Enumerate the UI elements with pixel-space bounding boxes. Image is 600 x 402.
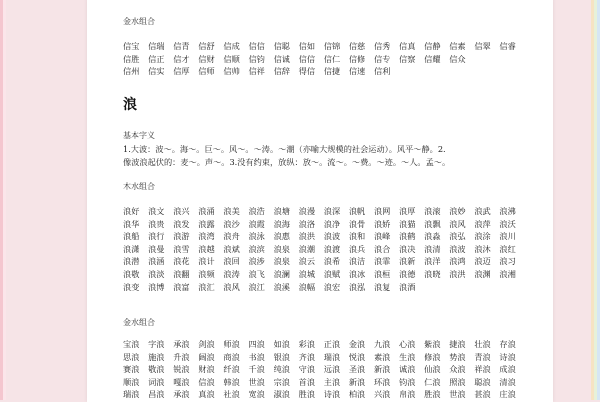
name-row	[123, 268, 523, 281]
name-word: 浪冰	[348, 268, 366, 279]
name-word: 浪美	[223, 206, 240, 216]
name-word: 浪涛	[223, 268, 240, 279]
name-row	[123, 281, 523, 294]
name-word: 浪泉	[273, 256, 290, 267]
name-word: 守浪	[298, 364, 316, 375]
name-word: 浪花	[173, 256, 190, 267]
name-word: 浪风	[449, 218, 466, 229]
name-grid-xin	[123, 40, 523, 78]
name-word: 浪渊	[474, 268, 491, 279]
name-word: 首浪	[298, 376, 316, 387]
name-word: 浪潇	[123, 243, 140, 254]
name-word: 浪波	[323, 231, 341, 242]
name-word: 众浪	[449, 364, 466, 375]
name-word: 浪武	[474, 206, 491, 216]
name-word: 信静	[424, 41, 441, 51]
name-word: 赛浪	[123, 364, 140, 375]
name-word: 浪波	[449, 243, 466, 254]
name-word: 信捷	[323, 66, 341, 77]
name-word: 信师	[198, 66, 215, 77]
name-word: 浪酒	[399, 281, 416, 292]
name-word: 敬浪	[148, 364, 165, 375]
name-word: 浪风	[223, 281, 240, 292]
name-word: 祥浪	[474, 364, 491, 375]
name-word: 胜浪	[424, 389, 441, 400]
section-title-jinshui-2: 金水组合	[123, 318, 155, 327]
name-word: 正浪	[323, 339, 341, 349]
name-row	[123, 218, 523, 231]
name-word: 浪兴	[173, 206, 190, 216]
name-word: 信耀	[424, 53, 441, 64]
name-word: 浪骨	[348, 218, 366, 229]
name-word: 真浪	[198, 389, 215, 400]
name-word: 银浪	[273, 351, 290, 362]
name-word: 浪惠	[273, 231, 290, 242]
name-word: 信瑞	[148, 41, 165, 51]
name-word: 九浪	[373, 339, 391, 349]
name-word: 浪霏	[373, 256, 391, 267]
name-word: 浪舟	[223, 231, 240, 242]
name-word: 浪幅	[298, 281, 316, 292]
name-word: 四浪	[248, 339, 265, 349]
name-word: 信修	[348, 53, 366, 64]
name-word: 浪涌	[198, 206, 215, 216]
name-word: 浪鸿	[449, 256, 466, 267]
name-word: 浪露	[198, 218, 215, 229]
name-word: 宽浪	[248, 389, 265, 400]
name-word: 信如	[298, 41, 316, 51]
name-word: 浪飞	[248, 268, 265, 279]
name-word: 浪滨	[248, 243, 265, 254]
name-word: 信聪	[273, 41, 290, 51]
name-word: 浪船	[123, 231, 140, 242]
name-word: 生浪	[399, 351, 416, 362]
name-word: 诗浪	[499, 351, 516, 362]
name-word: 素浪	[373, 351, 391, 362]
name-word: 浪网	[373, 206, 391, 216]
name-word: 信速	[348, 66, 366, 77]
name-word: 甚浪	[474, 389, 491, 400]
name-word: 信素	[449, 41, 466, 51]
name-word: 照浪	[449, 376, 466, 387]
name-word: 浪深	[323, 206, 341, 216]
name-word: 信睿	[499, 41, 516, 51]
section-title-basic-meaning: 基本字义	[123, 131, 155, 140]
name-word: 浪海	[273, 218, 290, 229]
name-word: 浪合	[373, 243, 391, 254]
name-word: 宗浪	[273, 376, 290, 387]
name-word: 浪滚	[424, 206, 441, 216]
name-word: 浪桓	[373, 268, 391, 279]
name-row	[123, 243, 523, 256]
name-word: 诗浪	[323, 389, 341, 400]
name-word: 字浪	[148, 339, 165, 349]
name-word: 浪飘	[424, 218, 441, 229]
section-title-mushui: 木水组合	[123, 182, 155, 191]
name-word: 得信	[298, 66, 316, 77]
name-word: 社浪	[223, 389, 240, 400]
name-word: 信诚	[273, 53, 290, 64]
name-word: 信仁	[323, 53, 341, 64]
name-word: 浪洁	[348, 256, 366, 267]
name-word: 浪厚	[399, 206, 416, 216]
name-word: 钧浪	[399, 376, 416, 387]
name-word: 信信	[298, 53, 316, 64]
name-word: 信浪	[198, 376, 215, 387]
name-word: 浪帆	[348, 206, 366, 216]
basic-meaning-line: 1.大波：波～。海～。巨～。风～。～涛。～潮（亦喻大规模的社会运动）。风平～静。2.	[123, 144, 446, 154]
name-word: 浪云	[298, 256, 316, 267]
name-word: 浪博	[148, 281, 165, 292]
name-row	[123, 53, 523, 66]
name-word: 势浪	[449, 351, 466, 362]
name-word: 承浪	[173, 389, 190, 400]
name-word: 浪淼	[424, 231, 441, 242]
name-word: 浪德	[399, 268, 416, 279]
name-word: 齐浪	[298, 351, 316, 362]
name-word: 浪萍	[474, 218, 491, 229]
name-word: 信实	[148, 66, 165, 77]
name-word: 浪渡	[323, 243, 341, 254]
name-word: 浪娇	[373, 218, 391, 229]
name-word: 浪泳	[248, 231, 265, 242]
name-word: 浪习	[499, 256, 516, 267]
name-word: 浪曼	[148, 243, 165, 254]
name-word: 浪宏	[323, 281, 341, 292]
name-word: 世浪	[449, 389, 466, 400]
name-word: 韩浪	[223, 376, 240, 387]
name-word: 书浪	[248, 351, 265, 362]
name-word: 浪湘	[499, 268, 516, 279]
name-word: 浪塘	[273, 206, 290, 216]
name-word: 信州	[123, 66, 140, 77]
character-heading: 浪	[123, 97, 137, 113]
name-word: 浪涂	[474, 231, 491, 242]
name-word: 浪雪	[173, 243, 190, 254]
name-word: 浪频	[198, 268, 215, 279]
name-word: 信祥	[248, 66, 265, 77]
name-word: 财浪	[198, 364, 215, 375]
name-word: 浪溪	[273, 281, 290, 292]
name-word: 金浪	[348, 339, 366, 349]
name-word: 浪潜	[123, 256, 140, 267]
name-word: 仁浪	[424, 376, 441, 387]
name-word: 浪洋	[424, 256, 441, 267]
name-word: 信专	[373, 53, 391, 64]
name-word: 信众	[449, 53, 466, 64]
name-word: 浪鹤	[399, 231, 416, 242]
name-word: 信帅	[223, 66, 240, 77]
name-word: 浪洛	[298, 218, 316, 229]
name-word: 浪城	[298, 268, 316, 279]
name-word: 浪泉	[273, 243, 290, 254]
name-word: 浪洪	[449, 268, 466, 279]
name-word: 浪兵	[348, 243, 366, 254]
name-grid-lang-metal-water	[123, 338, 523, 401]
name-word: 浪和	[348, 231, 366, 242]
name-word: 浪峰	[373, 231, 391, 242]
name-word: 信慈	[348, 41, 366, 51]
name-word: 昌浪	[148, 389, 165, 400]
name-word: 聪浪	[474, 376, 491, 387]
name-word: 浪猫	[399, 218, 416, 229]
name-word: 捷浪	[449, 339, 466, 349]
name-word: 浪晓	[424, 268, 441, 279]
name-word: 浪涉	[248, 256, 265, 267]
section-title-jinshui-1: 金水组合	[123, 17, 155, 26]
name-word: 信钧	[248, 53, 265, 64]
name-word: 远浪	[323, 364, 341, 375]
name-word: 浪变	[123, 281, 140, 292]
name-word: 浪迈	[474, 256, 491, 267]
name-word: 信财	[198, 53, 215, 64]
name-word: 圣浪	[348, 364, 366, 375]
name-word: 浪越	[198, 243, 215, 254]
name-row	[123, 388, 523, 401]
name-word: 柏浪	[348, 389, 366, 400]
name-word: 浪赋	[323, 268, 341, 279]
name-word: 信青	[173, 41, 190, 51]
name-word: 浪翻	[173, 268, 190, 279]
name-word: 浪霞	[248, 218, 265, 229]
name-word: 浪沙	[223, 218, 240, 229]
name-word: 升浪	[173, 351, 190, 362]
name-word: 瑞浪	[123, 389, 140, 400]
name-row	[123, 65, 523, 78]
name-word: 信辞	[273, 66, 290, 77]
basic-meaning-line: 像波浪起伏的：麦～。声～。3.没有约束，放纵：放～。流～。～费。～迹。～人。孟～。	[123, 156, 451, 167]
name-word: 修浪	[424, 351, 441, 362]
name-grid-lang-wood-water	[123, 205, 523, 293]
name-word: 信翠	[474, 41, 491, 51]
name-word: 浪发	[173, 218, 190, 229]
name-word: 浪涵	[148, 256, 165, 267]
name-word: 瑞浪	[323, 351, 341, 362]
name-word: 紫浪	[424, 339, 441, 349]
name-row	[123, 338, 523, 351]
name-row	[123, 40, 523, 53]
name-word: 浪妙	[449, 206, 466, 216]
name-word: 浪敬	[123, 268, 140, 279]
name-row	[123, 351, 523, 364]
name-word: 信顺	[223, 53, 240, 64]
name-word: 思浪	[123, 351, 140, 362]
name-word: 兴浪	[373, 389, 391, 400]
name-word: 纤浪	[223, 364, 240, 375]
name-row	[123, 255, 523, 268]
name-word: 信宝	[123, 41, 140, 51]
name-row	[123, 205, 523, 218]
name-word: 主浪	[323, 376, 341, 387]
name-word: 浪江	[248, 281, 265, 292]
name-word: 信信	[248, 41, 265, 51]
name-word: 浪净	[323, 218, 341, 229]
name-word: 信秀	[373, 41, 391, 51]
name-word: 浪计	[198, 256, 215, 267]
name-word: 信真	[399, 41, 416, 51]
name-word: 浪川	[499, 231, 516, 242]
name-word: 如浪	[273, 339, 290, 349]
name-word: 浪泓	[348, 281, 366, 292]
name-word: 信厚	[173, 66, 190, 77]
name-word: 浪文	[148, 206, 165, 216]
name-word: 浪浩	[248, 206, 265, 216]
name-word: 浪复	[373, 281, 391, 292]
name-word: 信成	[223, 41, 240, 51]
name-word: 浪希	[323, 256, 341, 267]
name-word: 新浪	[373, 364, 391, 375]
name-word: 顺浪	[123, 376, 140, 387]
name-word: 信才	[173, 53, 190, 64]
name-word: 浪新	[399, 256, 416, 267]
name-word: 环浪	[373, 376, 391, 387]
name-word: 浪沸	[499, 206, 516, 216]
name-word: 锐浪	[173, 364, 190, 375]
name-word: 浪沐	[474, 243, 491, 254]
name-word: 信察	[399, 53, 416, 64]
name-word: 浪红	[499, 243, 516, 254]
document-page	[87, 0, 553, 402]
name-word: 浪清	[424, 243, 441, 254]
name-word: 仙浪	[424, 364, 441, 375]
name-word: 浪贵	[148, 218, 165, 229]
name-word: 浪弘	[449, 231, 466, 242]
name-word: 浪好	[123, 206, 140, 216]
name-word: 浪行	[148, 231, 165, 242]
name-word: 淑浪	[273, 389, 290, 400]
name-word: 存浪	[499, 339, 516, 349]
name-word: 胜浪	[298, 389, 316, 400]
name-word: 浪洪	[298, 231, 316, 242]
name-word: 新浪	[348, 376, 366, 387]
name-word: 浪决	[399, 243, 416, 254]
name-word: 承浪	[173, 339, 190, 349]
name-word: 壮浪	[474, 339, 491, 349]
name-word: 商浪	[223, 351, 240, 362]
name-word: 阔浪	[198, 351, 215, 362]
name-row	[123, 376, 523, 389]
name-word: 浪湾	[198, 231, 215, 242]
name-word: 庄浪	[499, 389, 516, 400]
name-word: 嘎浪	[173, 376, 190, 387]
name-word: 青浪	[474, 351, 491, 362]
name-word: 千浪	[248, 364, 265, 375]
name-word: 诚浪	[399, 364, 416, 375]
name-word: 浪潮	[298, 243, 316, 254]
name-word: 世浪	[248, 376, 265, 387]
name-word: 心浪	[399, 339, 416, 349]
name-word: 信胜	[123, 53, 140, 64]
name-word: 信正	[148, 53, 165, 64]
name-word: 浪澜	[273, 268, 290, 279]
name-word: 信利	[373, 66, 391, 77]
basic-meaning-paragraph	[123, 143, 523, 168]
name-word: 清浪	[499, 376, 516, 387]
name-word: 浪淡	[148, 268, 165, 279]
name-word: 浪沃	[499, 218, 516, 229]
name-word: 浪华	[123, 218, 140, 229]
name-word: 浪斌	[223, 243, 240, 254]
name-word: 浪漫	[298, 206, 316, 216]
name-word: 成浪	[499, 364, 516, 375]
name-word: 信锦	[323, 41, 341, 51]
name-word: 浪回	[223, 256, 240, 267]
name-word: 浪游	[173, 231, 190, 242]
name-row	[123, 230, 523, 243]
name-word: 施浪	[148, 351, 165, 362]
name-word: 信舒	[198, 41, 215, 51]
name-word: 词浪	[148, 376, 165, 387]
left-border-stripe-inner	[3, 0, 6, 400]
name-word: 师浪	[223, 339, 240, 349]
name-word: 悦浪	[348, 351, 366, 362]
name-word: 浪汇	[198, 281, 215, 292]
name-word: 彩浪	[298, 339, 316, 349]
name-word: 帛浪	[399, 389, 416, 400]
name-word: 剑浪	[198, 339, 215, 349]
name-word: 宝浪	[123, 339, 140, 349]
name-row	[123, 363, 523, 376]
name-word: 纯浪	[273, 364, 290, 375]
name-word: 浪富	[173, 281, 190, 292]
